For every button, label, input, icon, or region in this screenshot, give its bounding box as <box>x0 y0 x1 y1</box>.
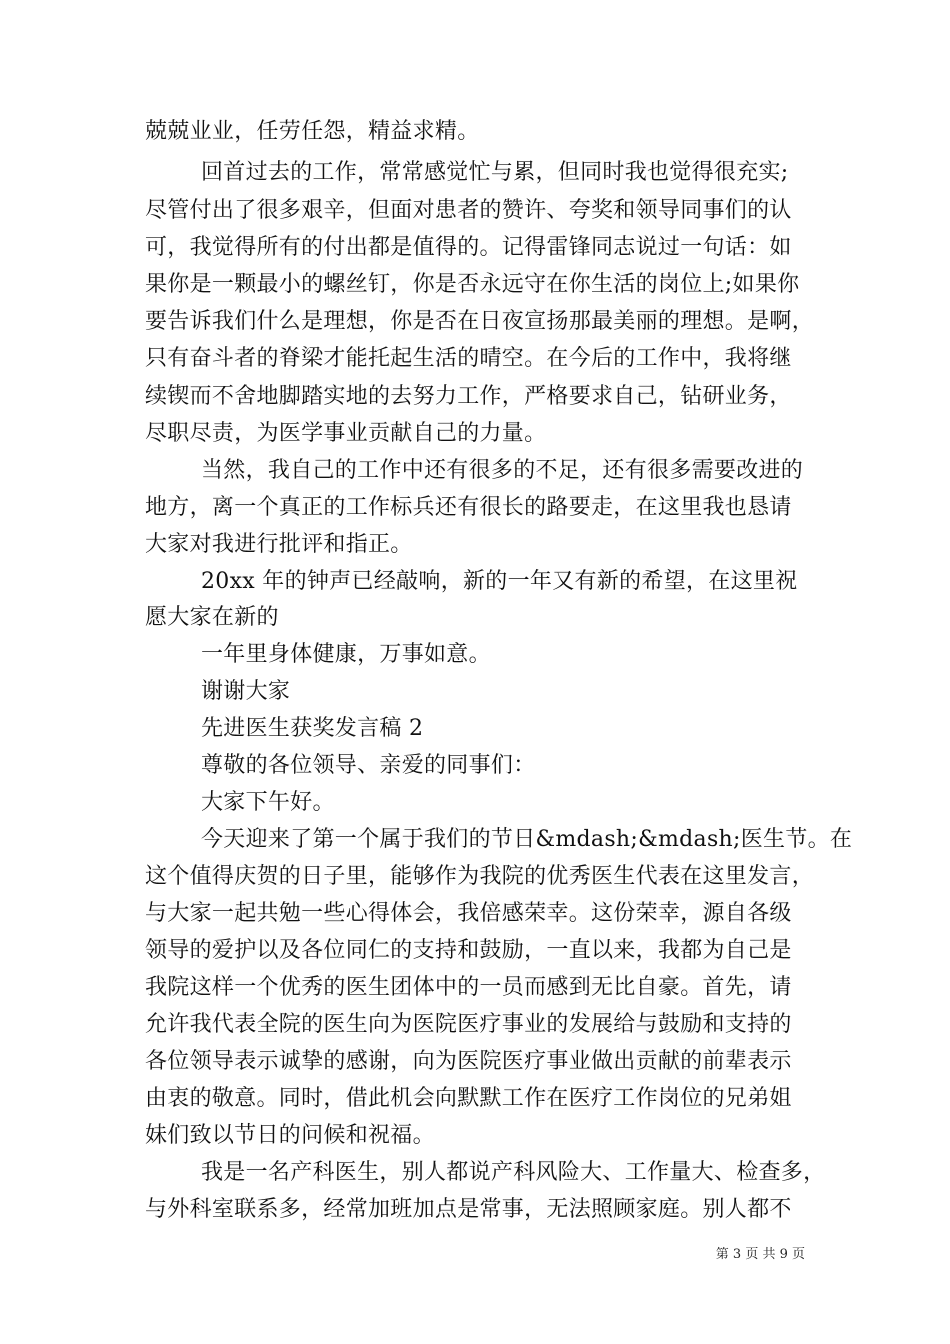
text-line: 我院这样一个优秀的医生团体中的一员而感到无比自豪。首先，请 <box>145 975 792 1000</box>
text-line: 兢兢业业，任劳任怨，精益求精。 <box>145 119 480 144</box>
text-line: 尊敬的各位领导、亲爱的同事们： <box>201 753 536 778</box>
text-line: 可，我觉得所有的付出都是值得的。记得雷锋同志说过一句话：如 <box>145 235 792 260</box>
text-line: 续锲而不舍地脚踏实地的去努力工作，严格要求自己，钻研业务， <box>145 384 792 409</box>
text-line: 领导的爱护以及各位同仁的支持和鼓励，一直以来，我都为自己是 <box>145 938 792 963</box>
text-line: 谢谢大家 <box>201 679 291 704</box>
text-line: 一年里身体健康，万事如意。 <box>201 642 491 667</box>
text-line: 与大家一起共勉一些心得体会，我倍感荣幸。这份荣幸，源自各级 <box>145 901 792 926</box>
text-line: 要告诉我们什么是理想，你是否在日夜宣扬那最美丽的理想。是啊， <box>145 309 815 334</box>
text-line: 愿大家在新的 <box>145 605 279 630</box>
text-line: 这个值得庆贺的日子里，能够作为我院的优秀医生代表在这里发言， <box>145 864 815 889</box>
text-line: 地方，离一个真正的工作标兵还有很长的路要走，在这里我也恳请 <box>145 495 792 520</box>
text-line: 尽职尽责，为医学事业贡献自己的力量。 <box>145 421 547 446</box>
text-line: 先进医生获奖发言稿 2 <box>201 716 424 741</box>
text-line: 只有奋斗者的脊梁才能托起生活的晴空。在今后的工作中，我将继 <box>145 346 792 371</box>
text-line: 由衷的敬意。同时，借此机会向默默工作在医疗工作岗位的兄弟姐 <box>145 1086 792 1111</box>
text-line: 各位领导表示诚挚的感谢，向为医院医疗事业做出贡献的前辈表示 <box>145 1049 792 1074</box>
text-line: 允许我代表全院的医生向为医院医疗事业的发展给与鼓励和支持的 <box>145 1012 792 1037</box>
page-number: 第 3 页 共 9 页 <box>715 1247 805 1262</box>
text-line: 20xx 年的钟声已经敲响，新的一年又有新的希望，在这里祝 <box>201 569 798 594</box>
text-line: 大家下午好。 <box>201 790 335 815</box>
text-line: 大家对我进行批评和指正。 <box>145 532 413 557</box>
text-line: 与外科室联系多，经常加班加点是常事，无法照顾家庭。别人都不 <box>145 1197 792 1222</box>
text-line: 果你是一颗最小的螺丝钉，你是否永远守在你生活的岗位上;如果你 <box>145 272 800 297</box>
text-line: 回首过去的工作，常常感觉忙与累，但同时我也觉得很充实; <box>201 160 789 185</box>
text-line: 今天迎来了第一个属于我们的节日&mdash;&mdash;医生节。在 <box>201 827 853 852</box>
text-line: 当然，我自己的工作中还有很多的不足，还有很多需要改进的 <box>201 458 804 483</box>
text-line: 我是一名产科医生，别人都说产科风险大、工作量大、检查多， <box>201 1160 826 1185</box>
text-line: 妹们致以节日的问候和祝福。 <box>145 1123 435 1148</box>
text-line: 尽管付出了很多艰辛，但面对患者的赞许、夸奖和领导同事们的认 <box>145 198 792 223</box>
